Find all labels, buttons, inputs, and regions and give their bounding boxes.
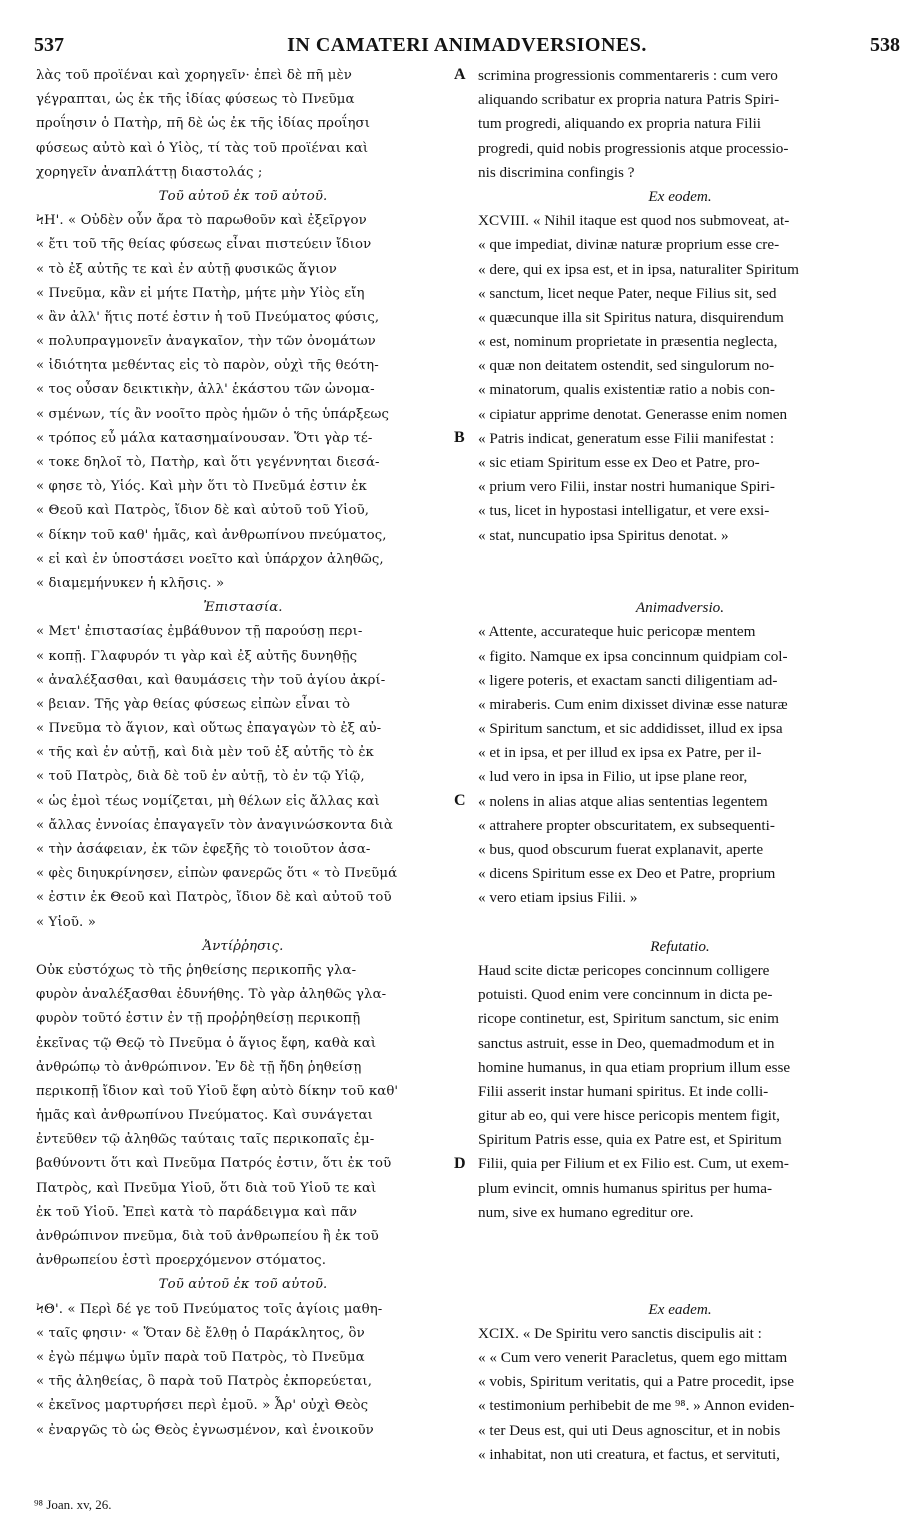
greek-text-line: « ἐναργῶς τὸ ὡς Θεὸς ἐγνωσμένον, καὶ ἐνοικοῦν (36, 1422, 374, 1438)
greek-text-line: « τὸ ἐξ αὐτῆς τε καὶ ἐν αὐτῇ φυσικῶς ἅγιον (36, 261, 337, 277)
latin-text-line (478, 1249, 882, 1273)
greek-text-line: « ἂν ἀλλ' ἥτις ποτέ ἐστιν ἡ τοῦ Πνεύματος φύσις, (36, 309, 380, 325)
latin-text-line: « quæ non deitatem ostendit, sed singulorum no- (478, 357, 775, 375)
greek-text-line: φυρὸν ἀναλέξασθαι ἐδυνήθης. Τὸ γὰρ ἀληθῶς γλα- (36, 987, 387, 1003)
latin-text-line: scrimina progressionis commentareris : cum vero (478, 67, 778, 84)
greek-text-line: « πολυπραγμονεῖν ἀναγκαῖον, τὴν τῶν ὀνομάτων (36, 334, 376, 350)
latin-text-line (478, 911, 882, 935)
latin-text-line: XCIX. « De Spiritu vero sanctis discipulis ait : (478, 1324, 762, 1342)
latin-text-line: « « Cum vero venerit Paracletus, quem ego mittam (478, 1348, 788, 1366)
greek-text-line: « ταῖς φησιν· « Ὅταν δὲ ἔλθῃ ὁ Παράκλητος, ὃν (36, 1325, 365, 1341)
greek-text-line: « κοπῇ. Γλαφυρόν τι γὰρ καὶ ἐξ αὐτῆς δυνηθῇς (36, 648, 358, 664)
latin-text-line: « que impediat, divinæ naturæ proprium esse cre- (478, 236, 780, 254)
margin-letter: C (454, 792, 466, 809)
greek-text-line: « τοῦ Πατρὸς, διὰ δὲ τοῦ ἐν αὐτῇ, τὸ ἐν τῷ Υἱῷ, (36, 769, 365, 785)
latin-text-line: « sanctum, licet neque Pater, neque Filius sit, sed (478, 284, 777, 302)
greek-text-line: « σμένων, τίς ἂν νοοῖτο πρὸς ἡμῶν ὁ τῆς ὑπάρξεως (36, 406, 390, 422)
greek-text-line: « ἐκεῖνος μαρτυρήσει περὶ ἐμοῦ. » Ἆρ' οὐχὶ Θεὸς (36, 1398, 369, 1414)
latin-text-line: « Attente, accurateque huic pericopæ mentem (478, 623, 756, 641)
latin-text-line: sanctus astruit, esse in Deo, quemadmodum et in (478, 1034, 775, 1052)
latin-text-line: « tus, licet in hypostasi intelligatur, et vere exsi- (478, 502, 770, 520)
running-title: IN CAMATERI ANIMADVERSIONES. (287, 34, 647, 56)
greek-text-line: ϞΗ'. « Οὐδὲν οὖν ἄρα τὸ παρωθοῦν καὶ ἐξεῖργον (36, 213, 367, 229)
latin-text-line: tum progredi, aliquando ex propria natura Filii (478, 115, 762, 133)
latin-text-line: ricope continetur, est, Spiritum sanctum, sic enim (478, 1010, 779, 1028)
latin-text-line (478, 1225, 882, 1249)
latin-text-line: nis discrimina confingis ? (478, 163, 635, 181)
latin-text-line: « vobis, Spiritum veritatis, qui a Patre procedit, ipse (478, 1373, 794, 1391)
greek-section-heading: Ἐπιστασία. (203, 600, 283, 616)
greek-text-line: βαθύνοντι ὅτι καὶ Πνεῦμα Πατρός ἐστιν, ὅτι ἐκ τοῦ (36, 1156, 392, 1172)
latin-text-line: aliquando scribatur ex propria natura Patris Spiri- (478, 91, 780, 109)
latin-text-line: num, sive ex humano egreditur ore. (478, 1203, 694, 1221)
greek-text-line: « Πνεῦμα τὸ ἅγιον, καὶ οὕτως ἐπαγαγὼν τὸ ἐξ αὐ- (36, 721, 382, 737)
greek-text-line: ἐντεῦθεν τῷ ἀληθῶς ταύταις ταῖς περικοπαῖς ἐμ- (36, 1132, 375, 1148)
latin-text-line (478, 572, 882, 596)
greek-text-line: « ὡς ἐμοὶ τέως νομίζεται, μὴ θέλων εἰς ἄλλας καὶ (36, 793, 380, 809)
latin-text-line: potuisti. Quod enim vere concinnum in dicta pe- (478, 986, 773, 1004)
latin-text-line: XCVIII. « Nihil itaque est quod nos submoveat, at- (478, 212, 790, 230)
latin-text-line: « est, nominum proprietate in præsentia neglecta, (478, 333, 778, 351)
greek-text-line: λὰς τοῦ προϊέναι καὶ χορηγεῖν· ἐπεὶ δὲ πῆ μὲν (36, 68, 352, 83)
greek-text-line: « φὲς διηυκρίνησεν, εἰπὼν φανερῶς ὅτι « τὸ Πνεῦμά (36, 866, 398, 882)
latin-text-line: « inhabitat, non uti creatura, et factus, et servituti, (478, 1445, 780, 1463)
latin-text-line: « ter Deus est, qui uti Deus agnoscitur, et in nobis (478, 1421, 781, 1439)
greek-text-line: « τῆς ἀληθείας, ὃ παρὰ τοῦ Πατρὸς ἐκπορεύεται, (36, 1374, 373, 1390)
latin-text-line: progredi, quid nobis progressionis atque processio- (478, 139, 789, 157)
latin-text-line: « dere, qui ex ipsa est, et in ipsa, naturaliter Spiritum (478, 260, 799, 278)
latin-text-line: plum evincit, omnis humanus spiritus per huma- (478, 1179, 773, 1197)
page-number-right: 538 (870, 34, 900, 56)
greek-text-line: « τὴν ἀσάφειαν, ἐκ τῶν ἐφεξῆς τὸ τοιοῦτον ἀσα- (36, 842, 371, 857)
greek-text-line: Πατρὸς, καὶ Πνεῦμα Υἱοῦ, ὅτι διὰ τοῦ Υἱοῦ τε καὶ (36, 1180, 377, 1196)
greek-text-line: « τρόπος εὖ μάλα κατασημαίνουσαν. Ὅτι γὰρ τέ- (36, 430, 373, 446)
page-number-left: 537 (34, 34, 64, 56)
latin-text-line: « prium vero Filii, instar nostri humanique Spiri- (478, 478, 775, 496)
latin-text-line: « minatorum, qualis existentiæ ratio a nobis con- (478, 381, 775, 399)
latin-text-line: « cipiatur apprime denotat. Generasse enim nomen (478, 405, 788, 423)
greek-text-line: « Υἱοῦ. » (36, 914, 96, 930)
greek-text-line: « βειαν. Τῆς γὰρ θείας φύσεως εἰπὼν εἶναι τὸ (36, 696, 351, 712)
latin-section-heading: Refutatio. (650, 937, 710, 955)
greek-text-line: « Θεοῦ καὶ Πατρὸς, ἴδιον δὲ καὶ αὐτοῦ τοῦ Υἱοῦ, (36, 503, 370, 519)
latin-text-line: Spiritum Patris esse, quia ex Patre est, et Spiritum (478, 1131, 782, 1149)
greek-section-heading: Ἀντίῤῥησις. (202, 938, 284, 954)
latin-text-line: « ligere poteris, et exactam sancti diligentiam ad- (478, 671, 778, 689)
greek-text-line: « τος οὖσαν δεικτικὴν, ἀλλ' ἑκάστου τῶν ὠνομα- (36, 382, 375, 398)
greek-text-line: ϞΘ'. « Περὶ δέ γε τοῦ Πνεύματος τοῖς ἁγίοις μαθη- (36, 1301, 383, 1317)
greek-text-line: φύσεως αὐτὸ καὶ ὁ Υἱὸς, τί τὰς τοῦ προϊέναι καὶ (36, 140, 369, 156)
latin-text-line: Haud scite dictæ pericopes concinnum colligere (478, 961, 770, 979)
latin-text-line: « vero etiam ipsius Filii. » (478, 889, 638, 907)
margin-letter: A (454, 66, 466, 83)
greek-text-line: « ἔτι τοῦ τῆς θείας φύσεως εἶναι πιστεύειν ἴδιον (36, 237, 372, 253)
greek-text-line: « ἰδιότητα μεθέντας εἰς τὸ παρὸν, οὐχὶ τῆς θεότη- (36, 358, 379, 374)
latin-section-heading: Ex eodem. (648, 187, 712, 205)
latin-text-line: « bus, quod obscurum fuerat explanavit, aperte (478, 841, 764, 858)
margin-letter: D (454, 1155, 466, 1172)
latin-text-line: « quæcunque illa sit Spiritus natura, disquirendum (478, 308, 784, 326)
latin-text-line: homine humanus, in qua etiam proprium illum esse (478, 1058, 791, 1076)
greek-text-line: « ἐστιν ἐκ Θεοῦ καὶ Πατρὸς, ἴδιον δὲ καὶ αὐτοῦ τοῦ (36, 890, 392, 906)
latin-text-line: Filii asserit instar humani spiritus. Et inde colli- (478, 1082, 769, 1100)
greek-text-line: « τοκε δηλοῖ τὸ, Πατὴρ, καὶ ὅτι γεγέννηται διεσά- (36, 455, 380, 470)
greek-text-line: Οὐκ εὐστόχως τὸ τῆς ῥηθείσης περικοπῆς γλα- (36, 962, 357, 978)
greek-section-heading: Τοῦ αὐτοῦ ἐκ τοῦ αὐτοῦ. (158, 1277, 328, 1293)
greek-text-line: γέγραπται, ὡς ἐκ τῆς ἰδίας φύσεως τὸ Πνεῦμα (36, 92, 355, 108)
latin-text-line: « Spiritum sanctum, et sic addidisset, illud ex ipsa (478, 720, 783, 738)
footnote: ⁹⁸ Joan. xv, 26. (34, 1497, 112, 1512)
greek-text-line: ἀνθρώπινον πνεῦμα, διὰ τοῦ ἀνθρωπείου ἢ ἐκ τοῦ (36, 1229, 379, 1244)
greek-text-line: « τῆς καὶ ἐν αὐτῇ, καὶ διὰ μὲν τοῦ ἐξ αὐτῆς τὸ ἐκ (36, 745, 374, 761)
latin-text-line (478, 548, 882, 572)
latin-text-line: « dicens Spiritum esse ex Deo et Patre, proprium (478, 865, 776, 883)
latin-text-line (478, 1273, 882, 1297)
greek-text-line: « ἀναλέξασθαι, καὶ θαυμάσεις τὴν τοῦ ἁγίου ἀκρί- (36, 672, 386, 688)
latin-text-line: « Patris indicat, generatum esse Filii manifestat : (478, 429, 775, 447)
page-header (34, 34, 900, 58)
greek-text-line: χορηγεῖν ἀναπλάττῃ διαστολάς ; (36, 164, 263, 180)
greek-column (36, 64, 450, 1443)
greek-section-heading: Τοῦ αὐτοῦ ἐκ τοῦ αὐτοῦ. (158, 188, 328, 204)
greek-text-line: « Μετ' ἐπιστασίας ἐμβάθυνον τῇ παρούσῃ περι- (36, 624, 363, 640)
greek-text-line: φυρὸν τοῦτό ἐστιν ἐν τῇ προῤῥηθείσῃ περικοπῇ (36, 1011, 361, 1027)
latin-text-line: « miraberis. Cum enim dixisset divinæ esse naturæ (478, 695, 788, 713)
greek-text-line: « ἐγὼ πέμψω ὑμῖν παρὰ τοῦ Πατρὸς, τὸ Πνεῦμα (36, 1349, 365, 1365)
greek-text-line: « φησε τὸ, Υἱός. Καὶ μὴν ὅτι τὸ Πνεῦμά ἐστιν ἐκ (36, 479, 367, 495)
greek-text-line: ἐκ τοῦ Υἱοῦ. Ἐπεὶ κατὰ τὸ παράδειγμα καὶ πᾶν (36, 1204, 358, 1220)
latin-text-line: « et in ipsa, et per illud ex ipsa ex Patre, per il- (478, 744, 762, 762)
margin-letter: B (454, 429, 465, 446)
greek-text-line: « ἄλλας ἐννοίας ἐπαγαγεῖν τὸν ἀναγινώσκοντα διὰ (36, 817, 393, 833)
greek-text-line: ἀνθρώπῳ τὸ ἀνθρώπινον. Ἐν δὲ τῇ ἤδη ῥηθείσῃ (36, 1059, 362, 1075)
latin-text-line: « lud vero in ipsa in Filio, ut ipse plane reor, (478, 768, 748, 786)
latin-text-line: « nolens in alias atque alias sententias legentem (478, 792, 768, 810)
greek-text-line: περικοπῇ ἴδιον καὶ τοῦ Υἱοῦ ἔφη αὐτὸ δίκην τοῦ καθ' (36, 1083, 399, 1099)
greek-text-line: « εἰ καὶ ἐν ὑποστάσει νοεῖτο καὶ ὑπάρχον ἀληθῶς, (36, 551, 384, 567)
greek-text-line: « Πνεῦμα, κἂν εἰ μήτε Πατὴρ, μήτε μὴν Υἱὸς εἴη (36, 285, 365, 301)
latin-text-line: « stat, nuncupatio ipsa Spiritus denotat. » (478, 526, 729, 544)
greek-text-line: ἡμᾶς καὶ ἀνθρωπίνου Πνεύματος. Καὶ συνάγεται (36, 1108, 373, 1124)
greek-text-line: « δίκην τοῦ καθ' ἡμᾶς, καὶ ἀνθρωπίνου πνεύματος, (36, 527, 387, 543)
latin-column (478, 64, 882, 1467)
latin-text-line: gitur ab eo, qui vere hisce pericopis mentem figit, (478, 1107, 780, 1125)
greek-text-line: ἐκεῖνας τῷ Θεῷ τὸ Πνεῦμα ὁ ἅγιος ἔφη, καθὰ καὶ (36, 1035, 377, 1051)
greek-text-line: « διαμεμήνυκεν ἡ κλῆσις. » (36, 575, 225, 591)
latin-section-heading: Ex eadem. (648, 1300, 712, 1318)
latin-text-line: Filii, quia per Filium et ex Filio est. Cum, ut exem- (478, 1155, 789, 1173)
latin-text-line: « attrahere propter obscuritatem, ex subsequenti- (478, 816, 775, 834)
latin-text-line: « figito. Namque ex ipsa concinnum quidpiam col- (478, 647, 788, 665)
greek-text-line: προΐησιν ὁ Πατὴρ, πῆ δὲ ὡς ἐκ τῆς ἰδίας προΐησι (36, 116, 371, 132)
greek-text-line: ἀνθρωπείου ἐστὶ προερχόμενον στόματος. (36, 1253, 327, 1269)
latin-section-heading: Animadversio. (635, 599, 725, 617)
latin-text-line: « sic etiam Spiritum esse ex Deo et Patre, pro- (478, 454, 760, 471)
latin-text-line: « testimonium perhibebit de me ⁹⁸. » Annon eviden- (478, 1397, 795, 1415)
